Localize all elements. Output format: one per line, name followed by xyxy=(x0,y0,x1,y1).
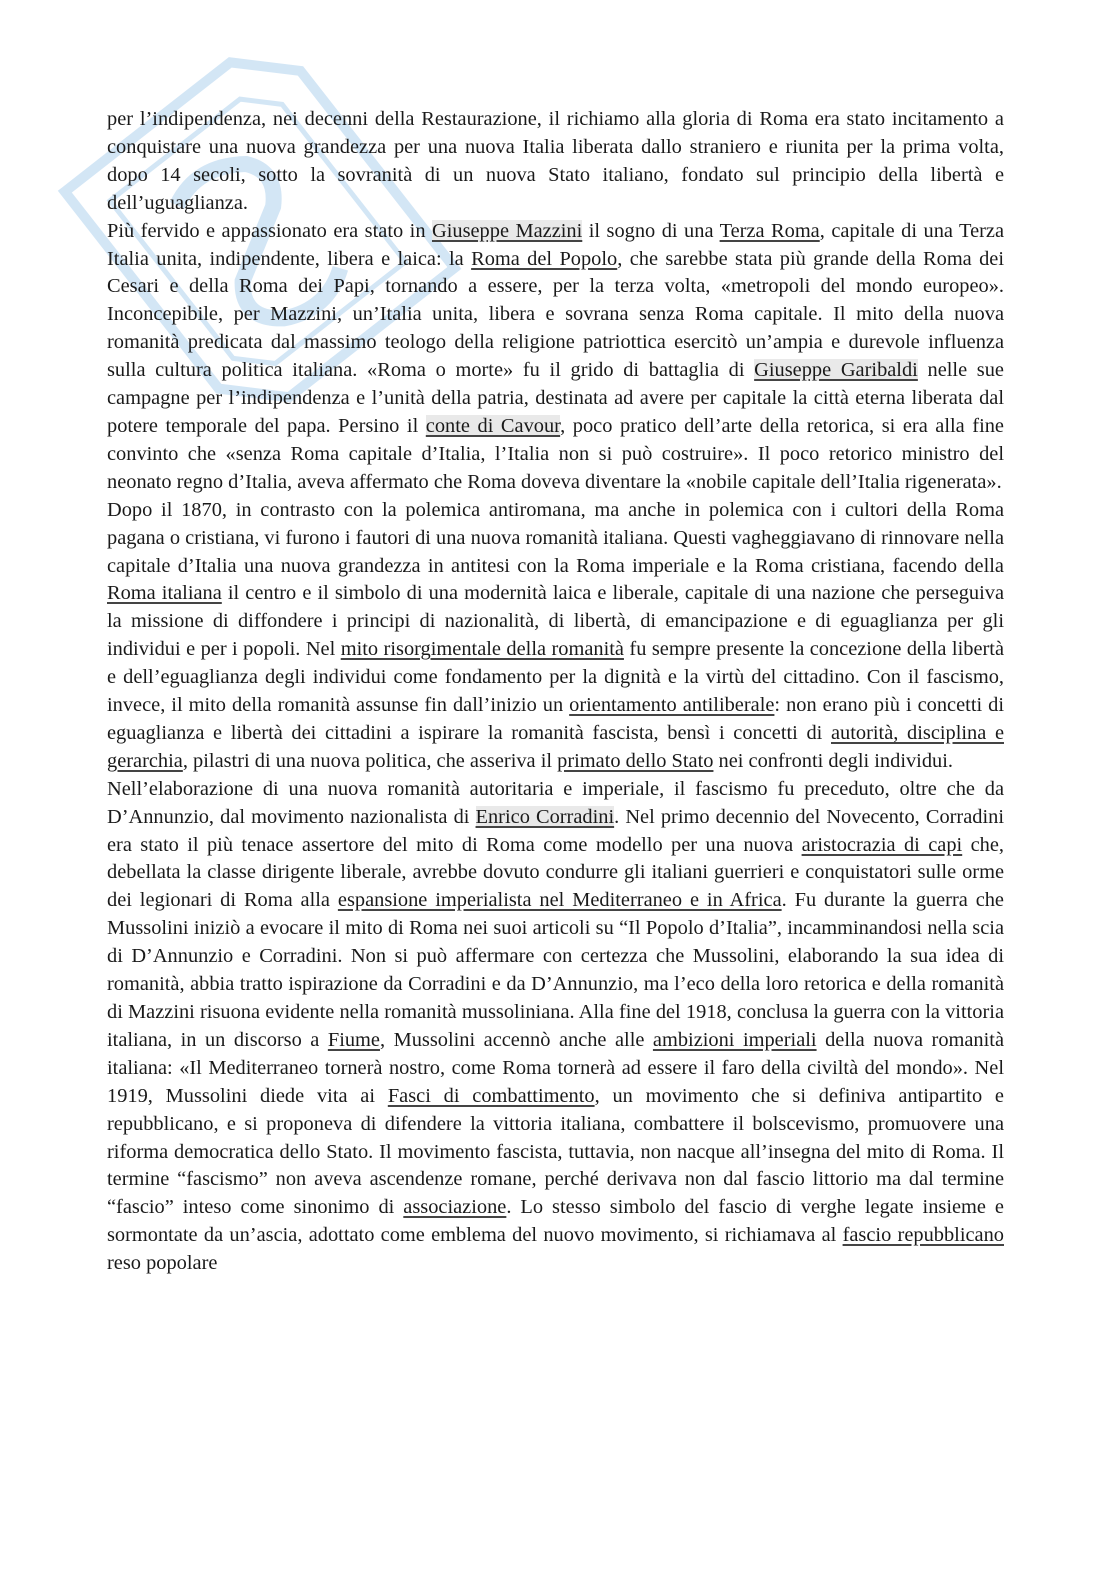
body-text: Nell’elaborazione di una nuova romanità autoritaria e imperiale, il fascismo fu preceduto, oltre che da D’Annunzio, dal movimento nazionalista di xyxy=(107,777,1004,828)
body-text: , poco pratico dell’arte della retorica, si era alla fine convinto che «senza Roma capitale d’Italia, l’Italia non si può costruire». Il poco retorico ministro del neonato regno d’Italia, aveva affermato che Roma doveva diventare la «nobile capitale dell’Italia rigenerata». xyxy=(107,414,1004,493)
text-link[interactable]: Terza Roma xyxy=(719,219,820,242)
body-text: nei confronti degli individui. xyxy=(713,749,954,772)
text-link[interactable]: autorità, disciplina e gerarchia xyxy=(107,721,1004,772)
text-link[interactable]: Giuseppe Mazzini xyxy=(431,219,583,242)
text-link[interactable]: ambizioni imperiali xyxy=(652,1028,817,1051)
text-link[interactable]: mito risorgimentale della romanità xyxy=(340,638,624,661)
body-text: reso popolare xyxy=(107,1252,218,1275)
body-text: , che sarebbe stata più grande della Roma dei Cesari e della Roma dei Papi, tornando a essere, per la terza volta, «metropoli del mondo europeo». Inconcepibile, per Mazzini, un’Italia unita, libera e sovrana senza Roma capitale. Il mito della nuova romanità predicata dal massimo teologo della religione patriottica esercitò un’ampia e durevole influenza sulla cultura politica italiana. «Roma o morte» fu il grido di battaglia di xyxy=(107,247,1005,382)
body-text: nelle sue campagne per l’indipendenza e l’unità della patria, destinata ad avere per capitale la città eterna liberata dal potere temporale del papa. Persino il xyxy=(107,359,1004,437)
text-link[interactable]: espansione imperialista nel Mediterraneo e in Africa xyxy=(337,889,782,912)
text-link[interactable]: associazione xyxy=(403,1196,507,1219)
text-link[interactable]: conte di Cavour xyxy=(425,414,561,437)
body-text: , capitale di una Terza Italia unita, indipendente, libera e laica: la xyxy=(107,219,1005,270)
text-link[interactable]: aristocrazia di capi xyxy=(801,833,963,856)
body-text: fu sempre presente la concezione della libertà e dell’eguaglianza degli individui come fondamento per la dignità e la virtù del cittadino. Con il fascismo, invece, il mito della romanità assunse fin dall’inizio un xyxy=(107,638,1004,717)
body-text: . Fu durante la guerra che Mussolini iniziò a evocare il mito di Roma nei suoi articoli su “Il Popolo d’Italia”, incamminandosi nella scia di D’Annunzio e Corradini. Non si può affermare con certezza che Mussolini, elaborando la sua idea di romanità, abbia tratto ispirazione da Corradini e da D’Annunzio, ma l’eco della loro retorica e della romanità di Mazzini risuona evidente nella romanità mussoliniana. Alla fine del 1918, conclusa la guerra con la vittoria italiana, in un discorso a xyxy=(107,889,1004,1051)
body-text: . Nel primo decennio del Novecento, Corradini era stato il più tenace assertore del mito di Roma come modello per una nuova xyxy=(107,805,1004,856)
body-text: Più fervido e appassionato era stato in xyxy=(107,219,432,242)
body-text: che, debellata la classe dirigente liberale, avrebbe dovuto condurre gli italiani guerrieri e conquistatori sulle orme dei legionari di Roma alla xyxy=(107,833,1005,912)
body-text: , Mussolini accennò anche alle xyxy=(379,1028,653,1051)
text-link[interactable]: fascio repubblicano xyxy=(842,1224,1004,1247)
body-text: della nuova romanità italiana: «Il Mediterraneo tornerà nostro, come Roma tornerà ad essere il faro della civiltà del mondo». Nel 1919, Mussolini diede vita ai xyxy=(107,1028,1005,1107)
document-body xyxy=(107,106,1004,1278)
body-text: : non erano più i concetti di eguaglianza e libertà dei cittadini a ispirare la romanità fascista, bensì i concetti di xyxy=(107,694,1004,744)
body-text: il centro e il simbolo di una modernità laica e liberale, capitale di una nazione che perseguiva la missione di diffondere i principi di nazionalità, di libertà, di emancipazione e di eguaglianza per gli individui e per i popoli. Nel xyxy=(107,582,1004,661)
text-link[interactable]: Enrico Corradini xyxy=(475,805,615,828)
body-text: , pilastri di una nuova politica, che asseriva il xyxy=(182,749,558,772)
text-link[interactable]: Giuseppe Garibaldi xyxy=(754,359,918,382)
body-text: . Lo stesso simbolo del fascio di verghe legate insieme e sormontate da un’ascia, adottato come emblema del nuovo movimento, si richiamava al xyxy=(107,1196,1004,1247)
body-text: Dopo il 1870, in contrasto con la polemica antiromana, ma anche in polemica con i cultori della Roma pagana o cristiana, vi furono i fautori di una nuova romanità italiana. Questi vagheggiavano di rinnovare nella capitale d’Italia una nuova grandezza in antitesi con la Roma imperiale e la Roma cristiana, facendo della xyxy=(107,498,1004,577)
text-link[interactable]: orientamento antiliberale xyxy=(569,694,775,717)
paragraph xyxy=(107,497,1004,776)
text-link[interactable]: Roma italiana xyxy=(107,582,222,605)
text-link[interactable]: Fasci di combattimento xyxy=(387,1084,595,1107)
body-text: per l’indipendenza, nei decenni della Restaurazione, il richiamo alla gloria di Roma era stato incitamento a conquistare una nuova grandezza per una nuova Italia liberata dallo straniero e riunita per la prima volta, dopo 14 secoli, sotto la sovranità di un nuova Stato italiano, fondato sul principio della libertà e dell’uguaglianza. xyxy=(107,108,1004,214)
paragraph xyxy=(107,218,1004,497)
paragraph xyxy=(107,776,1004,1278)
text-link[interactable]: primato dello Stato xyxy=(557,749,714,772)
body-text: il sogno di una xyxy=(582,219,720,242)
paragraph xyxy=(107,106,1004,218)
text-link[interactable]: Roma del Popolo xyxy=(471,247,618,270)
body-text: , un movimento che si definiva antipartito e repubblicano, e si proponeva di difendere la vittoria italiana, combattere il bolscevismo, promuovere una riforma democratica dello Stato. Il movimento fascista, tuttavia, non nacque all’insegna del mito di Roma. Il termine “fascismo” non aveva ascendenze romane, perché derivava non dal fascio littorio ma dal termine “fascio” inteso come sinonimo di xyxy=(107,1084,1004,1219)
text-link[interactable]: Fiume xyxy=(327,1028,380,1051)
